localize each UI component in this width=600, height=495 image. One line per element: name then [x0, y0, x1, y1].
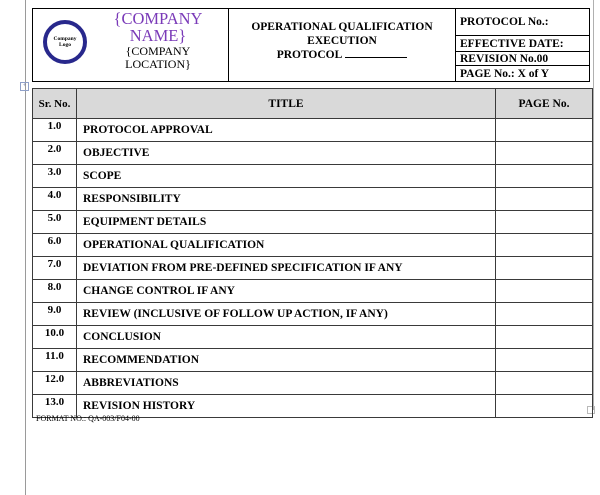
document-header: [32, 8, 590, 82]
company-block: [95, 10, 221, 71]
row-page-no[interactable]: [496, 211, 593, 234]
row-sr-no: 12.0: [33, 372, 77, 395]
protocol-title-cell: [229, 9, 456, 81]
row-page-no[interactable]: [496, 119, 593, 142]
row-page-no[interactable]: [496, 349, 593, 372]
protocol-title: [251, 21, 432, 63]
table-move-handle-icon[interactable]: +: [20, 82, 29, 91]
company-location: {COMPANY LOCATION}: [125, 44, 191, 71]
row-title: PROTOCOL APPROVAL: [77, 119, 496, 142]
row-title: CHANGE CONTROL IF ANY: [77, 280, 496, 303]
table-row: [33, 372, 593, 395]
protocol-no-field: PROTOCOL No.:: [456, 9, 589, 36]
table-row: [33, 165, 593, 188]
row-title: DEVIATION FROM PRE-DEFINED SPECIFICATION IF ANY: [77, 257, 496, 280]
page-right-edge: [593, 0, 594, 410]
row-sr-no: 8.0: [33, 280, 77, 303]
company-cell: [33, 9, 229, 81]
row-page-no[interactable]: [496, 280, 593, 303]
table-row: [33, 119, 593, 142]
page-no-field: PAGE No.: X of Y: [460, 67, 550, 80]
protocol-meta-cell: [456, 9, 589, 81]
row-page-no[interactable]: [496, 372, 593, 395]
row-page-no[interactable]: [496, 257, 593, 280]
row-title: ABBREVIATIONS: [77, 372, 496, 395]
toc-header-row: [33, 89, 593, 119]
row-sr-no: 13.0: [33, 395, 77, 418]
company-logo: [43, 20, 87, 64]
row-title: REVISION HISTORY: [77, 395, 496, 418]
table-row: [33, 326, 593, 349]
row-page-no[interactable]: [496, 303, 593, 326]
protocol-title-line1: OPERATIONAL QUALIFICATION: [251, 21, 433, 33]
row-title: RECOMMENDATION: [77, 349, 496, 372]
row-title: REVIEW (INCLUSIVE OF FOLLOW UP ACTION, IF ANY): [77, 303, 496, 326]
row-title: SCOPE: [77, 165, 496, 188]
col-header-title: TITLE: [77, 89, 496, 119]
protocol-title-line2: EXECUTION: [307, 34, 377, 47]
row-sr-no: 9.0: [33, 303, 77, 326]
table-row: [33, 280, 593, 303]
row-title: EQUIPMENT DETAILS: [77, 211, 496, 234]
row-sr-no: 4.0: [33, 188, 77, 211]
page-left-edge: [25, 0, 26, 495]
row-sr-no: 2.0: [33, 142, 77, 165]
logo-text: Company Logo: [53, 36, 77, 48]
row-page-no[interactable]: [496, 142, 593, 165]
row-title: CONCLUSION: [77, 326, 496, 349]
table-row: [33, 234, 593, 257]
row-sr-no: 7.0: [33, 257, 77, 280]
row-sr-no: 5.0: [33, 211, 77, 234]
toc-body: [33, 119, 593, 418]
table-row: [33, 142, 593, 165]
row-title: OBJECTIVE: [77, 142, 496, 165]
effective-date-field: EFFECTIVE DATE:: [456, 36, 589, 52]
row-page-no[interactable]: [496, 395, 593, 418]
protocol-number-blank[interactable]: [345, 48, 407, 58]
row-sr-no: 11.0: [33, 349, 77, 372]
col-header-sr-no: Sr. No.: [33, 89, 77, 119]
table-row: [33, 257, 593, 280]
table-row: [33, 188, 593, 211]
table-row: [33, 211, 593, 234]
row-page-no[interactable]: [496, 165, 593, 188]
table-row: [33, 349, 593, 372]
protocol-title-line3: PROTOCOL: [276, 49, 343, 61]
row-sr-no: 1.0: [33, 119, 77, 142]
row-title: OPERATIONAL QUALIFICATION: [77, 234, 496, 257]
row-title: RESPONSIBILITY: [77, 188, 496, 211]
row-page-no[interactable]: [496, 188, 593, 211]
col-header-page-no: PAGE No.: [496, 89, 593, 119]
row-page-no[interactable]: [496, 234, 593, 257]
table-row: [33, 303, 593, 326]
format-number: FORMAT NO.: QA-003/F04-00: [36, 414, 140, 423]
company-name: {COMPANY NAME}: [113, 9, 203, 45]
row-sr-no: 10.0: [33, 326, 77, 349]
row-sr-no: 6.0: [33, 234, 77, 257]
row-page-no[interactable]: [496, 326, 593, 349]
table-of-contents: [32, 88, 593, 418]
revision-no-field: REVISION No.00: [456, 52, 589, 66]
row-sr-no: 3.0: [33, 165, 77, 188]
